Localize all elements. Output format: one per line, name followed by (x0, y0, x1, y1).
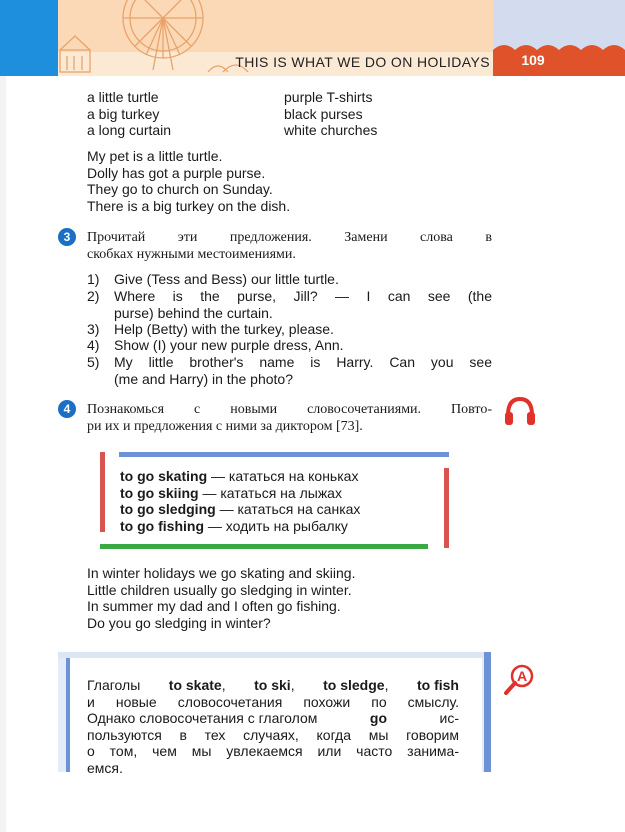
item-text-cont: purse) behind the curtain. (114, 304, 273, 321)
vocab-left-3: a long curtain (87, 122, 172, 138)
vocab-left-2: a big turkey (87, 106, 160, 122)
exercise-3-instruction-line2: скобках нужными местоимениями. (87, 247, 296, 262)
phrase-row: to go skating — кататься на коньках (120, 468, 359, 484)
vocab-left-1: a little turtle (87, 89, 159, 105)
rule-line-6: емся. (87, 760, 123, 776)
sentence-2: Dolly has got a purple purse. (87, 165, 266, 181)
magnifier-letter: A (516, 668, 528, 684)
exercise-3-number: 3 (58, 228, 76, 246)
exercise-3-item (87, 271, 492, 288)
item-text-cont: (me and Harry) in the photo? (114, 370, 293, 387)
sentence-1: My pet is a little turtle. (87, 148, 223, 164)
sentence-3: They go to church on Sunday. (87, 181, 273, 197)
sentence-6: Little children usually go sledging in winter. (87, 582, 352, 598)
rule-box-right-border (484, 652, 491, 772)
rule-line-4: пользуются в тех случаях, когда мы говорим (87, 727, 459, 743)
sentence-8: Do you go sledging in winter? (87, 615, 271, 631)
frame-top-border (119, 452, 449, 457)
phrase-row: to go fishing — ходить на рыбалку (120, 518, 348, 534)
item-text: My little brother's name is Harry. Can you see (114, 354, 492, 370)
vocab-right-3: white churches (284, 122, 378, 138)
item-number: 4) (87, 337, 100, 353)
margin-stripe (0, 76, 6, 832)
rule-line-5: о том, чем мы увлекаемся или часто занима- (87, 743, 459, 759)
exercise-3-instruction-line1: Прочитай эти предложения. Замени слова в (87, 230, 492, 245)
item-number: 1) (87, 271, 100, 287)
phrase-row: to go sledging — кататься на санках (120, 501, 361, 517)
item-text: Help (Betty) with the turkey, please. (114, 321, 334, 337)
chapter-title: THIS IS WHAT WE DO ON HOLIDAYS (235, 54, 490, 70)
magnifier-icon (503, 663, 537, 697)
sentence-4: There is a big turkey on the dish. (87, 198, 291, 214)
exercise-3-item (87, 288, 492, 322)
headphones-icon[interactable] (503, 395, 537, 427)
rule-line-3: Однако словосочетания с глаголом go ис- (87, 710, 459, 726)
exercise-4-number: 4 (58, 400, 76, 418)
item-text: Where is the purse, Jill? — I can see (the (114, 288, 492, 304)
exercise-3-item (87, 321, 492, 338)
page-number: 109 (521, 52, 545, 68)
sentence-7: In summer my dad and I often go fishing. (87, 598, 341, 614)
frame-bottom-border (100, 544, 428, 549)
item-text: Show (I) your new purple dress, Ann. (114, 337, 344, 353)
exercise-4-instruction-line1: Познакомься с новыми словосочетаниями. Повто- (87, 402, 492, 417)
item-number: 5) (87, 354, 100, 370)
exercise-3-item (87, 337, 492, 354)
rule-line-1: Глаголы to skate, to ski, to sledge, to fish (87, 677, 459, 693)
vocab-right-1: purple T-shirts (284, 89, 373, 105)
vocab-right-2: black purses (284, 106, 363, 122)
exercise-3-item (87, 354, 492, 388)
header-blue-block (0, 0, 58, 76)
rule-line-2: и новые словосочетания похожи по смыслу. (87, 694, 459, 710)
rule-box-left-border (66, 658, 70, 772)
item-text: Give (Tess and Bess) our little turtle. (114, 271, 339, 287)
item-number: 3) (87, 321, 100, 337)
frame-left-border (100, 452, 105, 532)
exercise-4-instruction-line2: ри их и предложения с ними за диктором [73]. (87, 419, 363, 434)
item-number: 2) (87, 288, 100, 304)
phrase-row: to go skiing — кататься на лыжах (120, 485, 342, 501)
sentence-5: In winter holidays we go skating and skiing. (87, 565, 356, 581)
frame-right-border (444, 468, 449, 548)
